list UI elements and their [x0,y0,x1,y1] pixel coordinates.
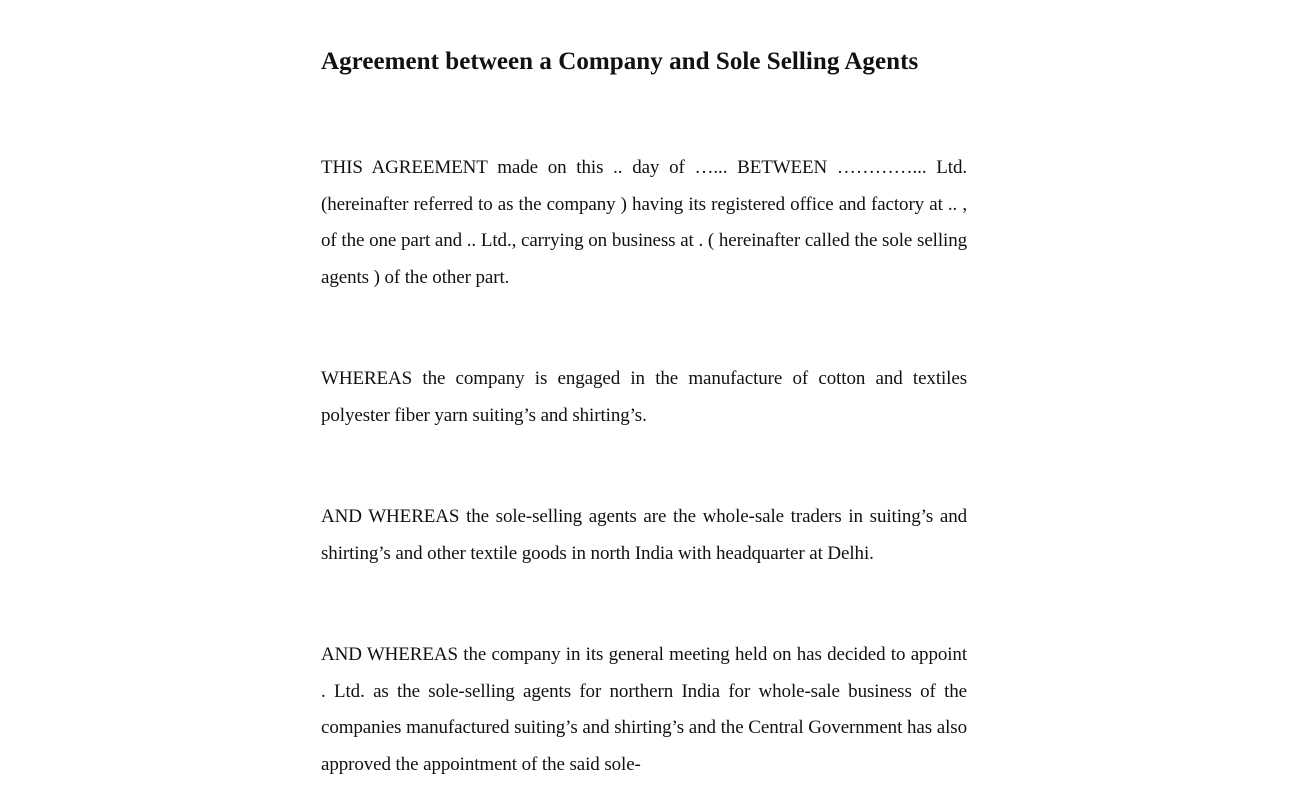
paragraph-whereas-appointment: AND WHEREAS the company in its general meeting held on has decided to appoint . Ltd. as the sole-selling agents for northern India for whole-sale business of the companies manufactured suiting’s and shirting’s and the Central Government has also approved the appointment of the said sole- [321,644,967,775]
document-title: Agreement between a Company and Sole Selling Agents [321,48,919,75]
paragraph-whereas-manufacture: WHEREAS the company is engaged in the manufacture of cotton and textiles polyester fiber yarn suiting’s and shirting’s. [321,368,967,426]
paragraph-agreement-parties: THIS AGREEMENT made on this .. day of …... BETWEEN …………... Ltd. (hereinafter referred to as the company ) having its registered office and factory at .. , of the one part and .. Ltd., carrying on business at . ( hereinafter called the sole selling agents ) of the other part. [321,157,967,288]
paragraph-whereas-traders: AND WHEREAS the sole-selling agents are the whole-sale traders in suiting’s and shirting’s and other textile goods in north India with headquarter at Delhi. [321,506,967,564]
document-body [321,44,967,783]
